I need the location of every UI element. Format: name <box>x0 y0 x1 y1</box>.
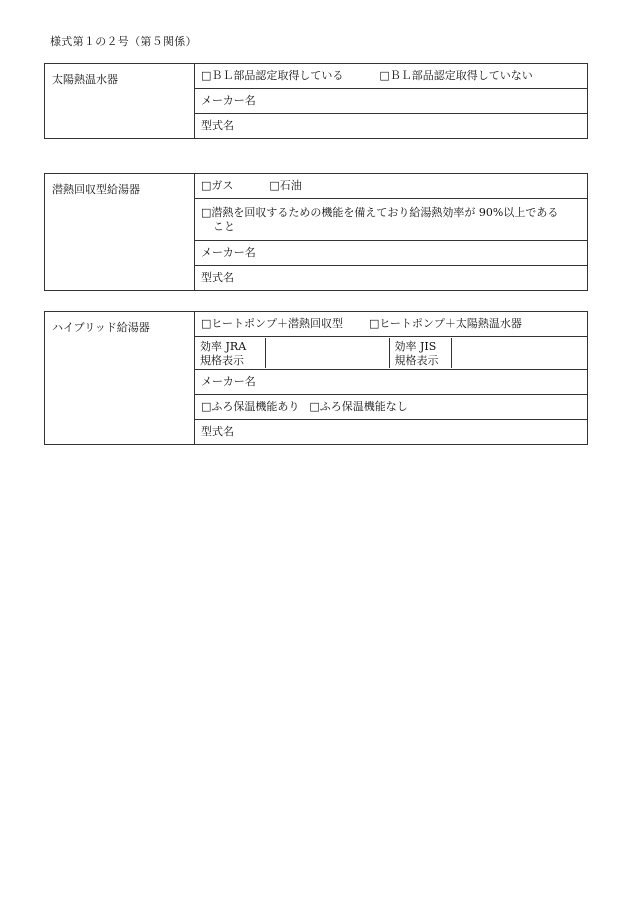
bath-heat-retention-options <box>195 395 588 420</box>
heatpump-solar-checkbox[interactable]: □ヒートポンプ＋太陽熱温水器 <box>368 317 522 330</box>
gas-checkbox[interactable]: □ガス <box>201 179 234 192</box>
efficiency-requirement-line2: こと <box>213 219 235 233</box>
hybrid-model-field[interactable]: 型式名 <box>195 420 588 445</box>
efficiency-display-row <box>195 337 588 370</box>
hybrid-type-options <box>195 312 588 337</box>
fuel-type-options <box>195 174 588 199</box>
latent-heat-heater-table <box>44 173 588 291</box>
efficiency-requirement-checkbox[interactable] <box>195 199 588 241</box>
latent-maker-field[interactable]: メーカー名 <box>195 241 588 266</box>
jis-efficiency-value-field[interactable] <box>451 338 587 368</box>
hybrid-maker-field[interactable]: メーカー名 <box>195 370 588 395</box>
bl-certified-checkbox[interactable]: □ＢＬ部品認定取得している <box>201 69 344 82</box>
bl-not-certified-checkbox[interactable]: □ＢＬ部品認定取得していない <box>379 69 533 82</box>
oil-checkbox[interactable]: □石油 <box>269 179 302 192</box>
jra-efficiency-value-field[interactable] <box>265 338 389 368</box>
solar-water-heater-table <box>44 63 588 139</box>
latent-model-field[interactable]: 型式名 <box>195 266 588 291</box>
bl-certification-options <box>195 64 588 89</box>
bath-retention-no-checkbox[interactable]: □ふろ保温機能なし <box>309 400 408 413</box>
jra-efficiency-label: 効率 JRA 規格表示 <box>195 338 265 368</box>
solar-maker-field[interactable]: メーカー名 <box>195 89 588 114</box>
jis-efficiency-label: 効率 JIS 規格表示 <box>389 338 451 368</box>
form-number-title: 様式第１の２号（第５関係） <box>50 35 197 48</box>
heatpump-latent-checkbox[interactable]: □ヒートポンプ＋潜熱回収型 <box>201 317 343 330</box>
solar-water-heater-label: 太陽熱温水器 <box>45 64 195 139</box>
hybrid-heater-table <box>44 311 588 445</box>
solar-model-field[interactable]: 型式名 <box>195 114 588 139</box>
latent-heat-heater-label: 潜熱回収型給湯器 <box>45 174 195 291</box>
bath-retention-yes-checkbox[interactable]: □ふろ保温機能あり <box>201 400 300 413</box>
hybrid-heater-label: ハイブリッド給湯器 <box>45 312 195 445</box>
efficiency-requirement-line1: □潜熱を回収するための機能を備えており給湯熱効率が 90%以上である <box>201 205 559 219</box>
